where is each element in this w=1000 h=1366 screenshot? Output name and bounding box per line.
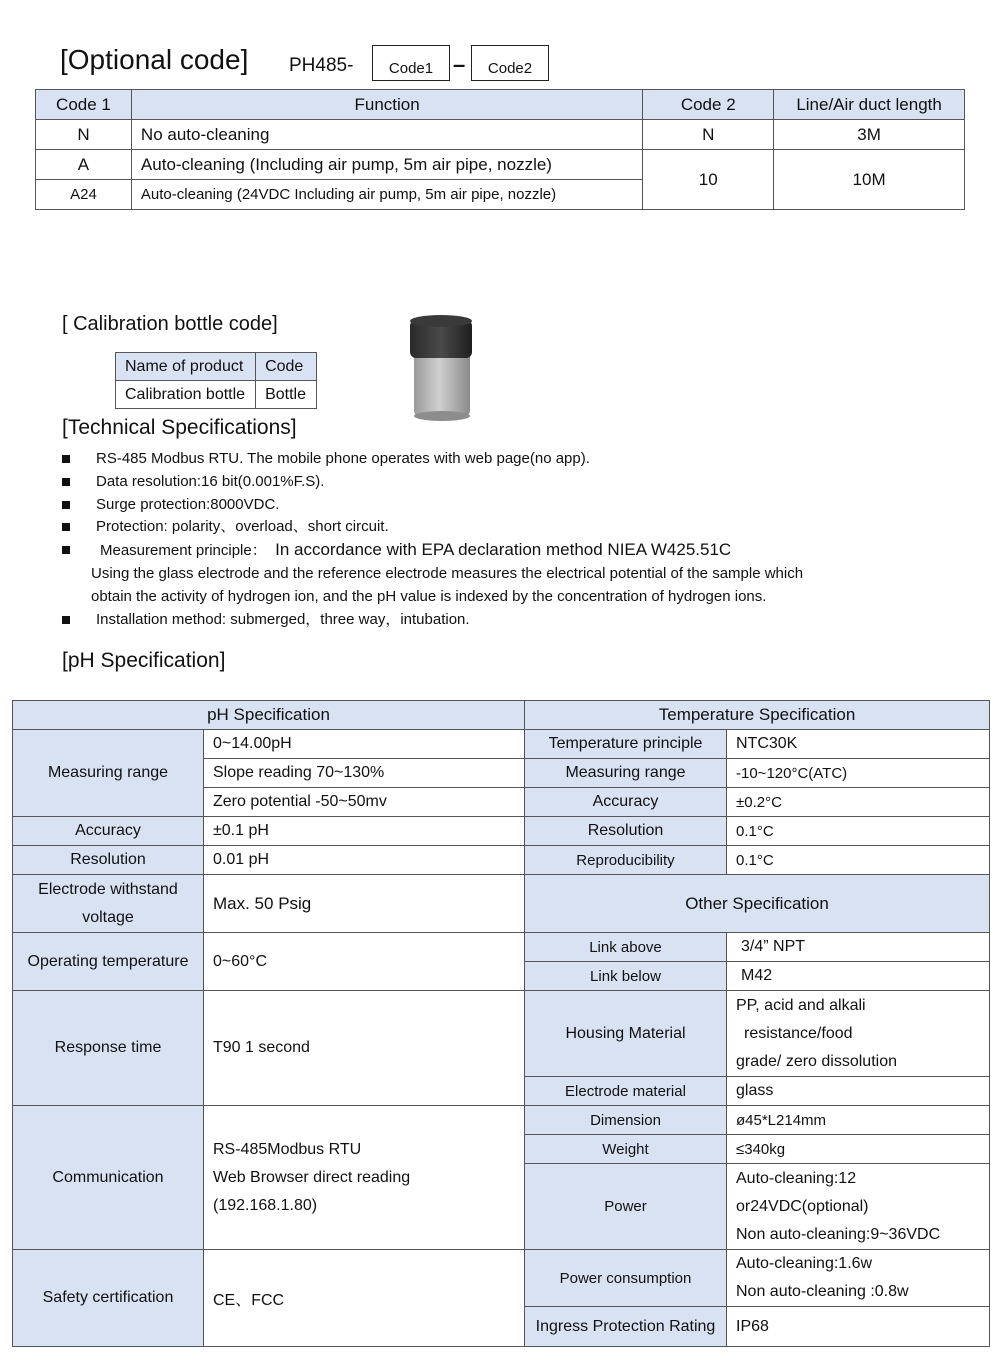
calibration-bottle-image (408, 314, 474, 422)
table-header-row (116, 353, 317, 381)
table-row (36, 150, 965, 180)
dimension-label: Dimension (525, 1106, 727, 1135)
code1-cell: A (36, 150, 132, 180)
op-temp-value: 0~60°C (204, 933, 525, 991)
power-value-line: Auto-cleaning:12 (736, 1169, 857, 1187)
code2-cell: N (643, 120, 774, 150)
principle-value: In accordance with EPA declaration method NIEA W425.51C (275, 540, 732, 560)
bullet-icon (62, 455, 70, 463)
communication-value-line: (192.168.1.80) (213, 1196, 318, 1214)
code1-cell: A24 (36, 180, 132, 210)
resolution-label: Resolution (13, 846, 204, 875)
table-row (13, 1250, 990, 1307)
list-item-continuation: obtain the activity of hydrogen ion, and the pH value is indexed by the concentration of hydrogen ions. (91, 587, 767, 605)
safety-value: CE、FCC (204, 1250, 525, 1347)
length-cell: 10M (774, 150, 965, 210)
weight-label: Weight (525, 1135, 727, 1164)
weight-value: ≤340kg (727, 1135, 990, 1164)
table-header-row (36, 90, 965, 120)
response-value: T90 1 second (204, 991, 525, 1106)
reproducibility-value: 0.1°C (727, 846, 990, 875)
header-code2: Code 2 (643, 90, 774, 120)
link-above-value: 3/4” NPT (727, 933, 990, 962)
table-row (116, 381, 317, 409)
model-prefix: PH485- (289, 55, 354, 76)
safety-label: Safety certification (13, 1250, 204, 1347)
bullet-icon (62, 478, 70, 486)
power-value-line: or24VDC(optional) (736, 1197, 869, 1215)
accuracy-label: Accuracy (13, 817, 204, 846)
header-product: Name of product (116, 353, 256, 381)
slope-value: Slope reading 70~130% (204, 759, 525, 788)
list-item-text: Surge protection:8000VDC. (96, 495, 280, 513)
link-above-label: Link above (525, 933, 727, 962)
list-item-text: RS-485 Modbus RTU. The mobile phone operates with web page(no app). (96, 450, 590, 467)
header-length: Line/Air duct length (774, 90, 965, 120)
list-item (62, 471, 962, 494)
consumption-value-line: Auto-cleaning:1.6w (736, 1255, 873, 1272)
electrode-value: glass (727, 1077, 990, 1106)
calibration-title: [ Calibration bottle code] (62, 313, 278, 335)
function-cell: Auto-cleaning (24VDC Including air pump, 5m air pipe, nozzle) (131, 180, 642, 210)
bullet-icon (62, 501, 70, 509)
code-dash: – (453, 52, 466, 77)
electrode-label: Electrode material (525, 1077, 727, 1106)
power-value-line: Non auto-cleaning:9~36VDC (736, 1225, 941, 1243)
list-item (62, 516, 962, 539)
temp-principle-value: NTC30K (727, 730, 990, 759)
housing-value-line: PP, acid and alkali (736, 996, 866, 1014)
function-cell: No auto-cleaning (131, 120, 642, 150)
list-item-continuation: Using the glass electrode and the reference electrode measures the electrical potential of the sample which (91, 564, 804, 582)
zero-potential-value: Zero potential -50~50mv (204, 788, 525, 817)
optional-code-title: [Optional code] (60, 44, 249, 75)
table-header-row (13, 701, 990, 730)
principle-label: Measurement principle： (100, 542, 267, 560)
ph-spec-table (12, 700, 990, 1347)
withstand-label: Electrode withstand voltage (13, 875, 204, 933)
table-row (36, 120, 965, 150)
header-function: Function (131, 90, 642, 120)
ph-spec-header: pH Specification (13, 701, 525, 730)
temp-principle-label: Temperature principle (525, 730, 727, 759)
list-item (62, 609, 962, 632)
bullet-icon (62, 616, 70, 624)
withstand-value: Max. 50 Psig (204, 875, 525, 933)
list-item (62, 494, 962, 517)
communication-label: Communication (13, 1106, 204, 1250)
measuring-range-label: Measuring range (13, 730, 204, 817)
table-row (13, 933, 990, 962)
header-code: Code (256, 353, 317, 381)
consumption-value (727, 1250, 990, 1307)
measuring-range-value: 0~14.00pH (204, 730, 525, 759)
list-item (62, 539, 962, 563)
table-row (13, 846, 990, 875)
ip-value: IP68 (727, 1307, 990, 1347)
technical-title: [Technical Specifications] (62, 416, 297, 439)
resolution-value: 0.01 pH (204, 846, 525, 875)
dimension-value: ø45*L214mm (727, 1106, 990, 1135)
list-item-text: Protection: polarity、overload、short circuit. (96, 518, 389, 536)
communication-value-line: RS-485Modbus RTU (213, 1140, 362, 1158)
bullet-icon (62, 523, 70, 531)
code-cell: Bottle (256, 381, 317, 409)
housing-value (727, 991, 990, 1077)
housing-value-line: grade/ zero dissolution (736, 1052, 897, 1070)
communication-value-line: Web Browser direct reading (213, 1168, 411, 1186)
reproducibility-label: Reproducibility (525, 846, 727, 875)
table-row (13, 991, 990, 1077)
optional-code-table (35, 89, 965, 210)
ph-spec-title: [pH Specification] (62, 649, 226, 672)
response-label: Response time (13, 991, 204, 1106)
ip-label: Ingress Protection Rating (525, 1307, 727, 1347)
communication-value (204, 1106, 525, 1250)
header-code1: Code 1 (36, 90, 132, 120)
list-item (62, 448, 962, 471)
product-cell: Calibration bottle (116, 381, 256, 409)
power-value (727, 1164, 990, 1250)
power-label: Power (525, 1164, 727, 1250)
temp-range-value: -10~120°C(ATC) (727, 759, 990, 788)
table-row (13, 730, 990, 759)
table-row (13, 1106, 990, 1135)
calibration-table (115, 352, 317, 409)
function-cell: Auto-cleaning (Including air pump, 5m air pipe, nozzle) (131, 150, 642, 180)
housing-value-line: resistance/food (744, 1024, 853, 1042)
table-row (13, 817, 990, 846)
temp-resolution-value: 0.1°C (727, 817, 990, 846)
op-temp-label: Operating temperature (13, 933, 204, 991)
code1-box: Code1 (372, 45, 450, 81)
temp-spec-header: Temperature Specification (525, 701, 990, 730)
consumption-value-line: Non auto-cleaning :0.8w (736, 1283, 909, 1300)
code2-cell: 10 (643, 150, 774, 210)
temp-accuracy-value: ±0.2°C (727, 788, 990, 817)
code2-box: Code2 (471, 45, 549, 81)
list-item-text: Data resolution:16 bit(0.001%F.S). (96, 472, 325, 490)
temp-accuracy-label: Accuracy (525, 788, 727, 817)
bullet-icon (62, 546, 70, 554)
accuracy-value: ±0.1 pH (204, 817, 525, 846)
temp-range-label: Measuring range (525, 759, 727, 788)
temp-resolution-label: Resolution (525, 817, 727, 846)
link-below-value: M42 (727, 962, 990, 991)
code1-cell: N (36, 120, 132, 150)
list-item-text: Installation method: submerged，three way，intubation. (96, 610, 470, 628)
consumption-label: Power consumption (525, 1250, 727, 1307)
housing-label: Housing Material (525, 991, 727, 1077)
other-spec-header: Other Specification (525, 875, 990, 933)
table-row (13, 875, 990, 933)
technical-list (62, 448, 962, 631)
link-below-label: Link below (525, 962, 727, 991)
length-cell: 3M (774, 120, 965, 150)
